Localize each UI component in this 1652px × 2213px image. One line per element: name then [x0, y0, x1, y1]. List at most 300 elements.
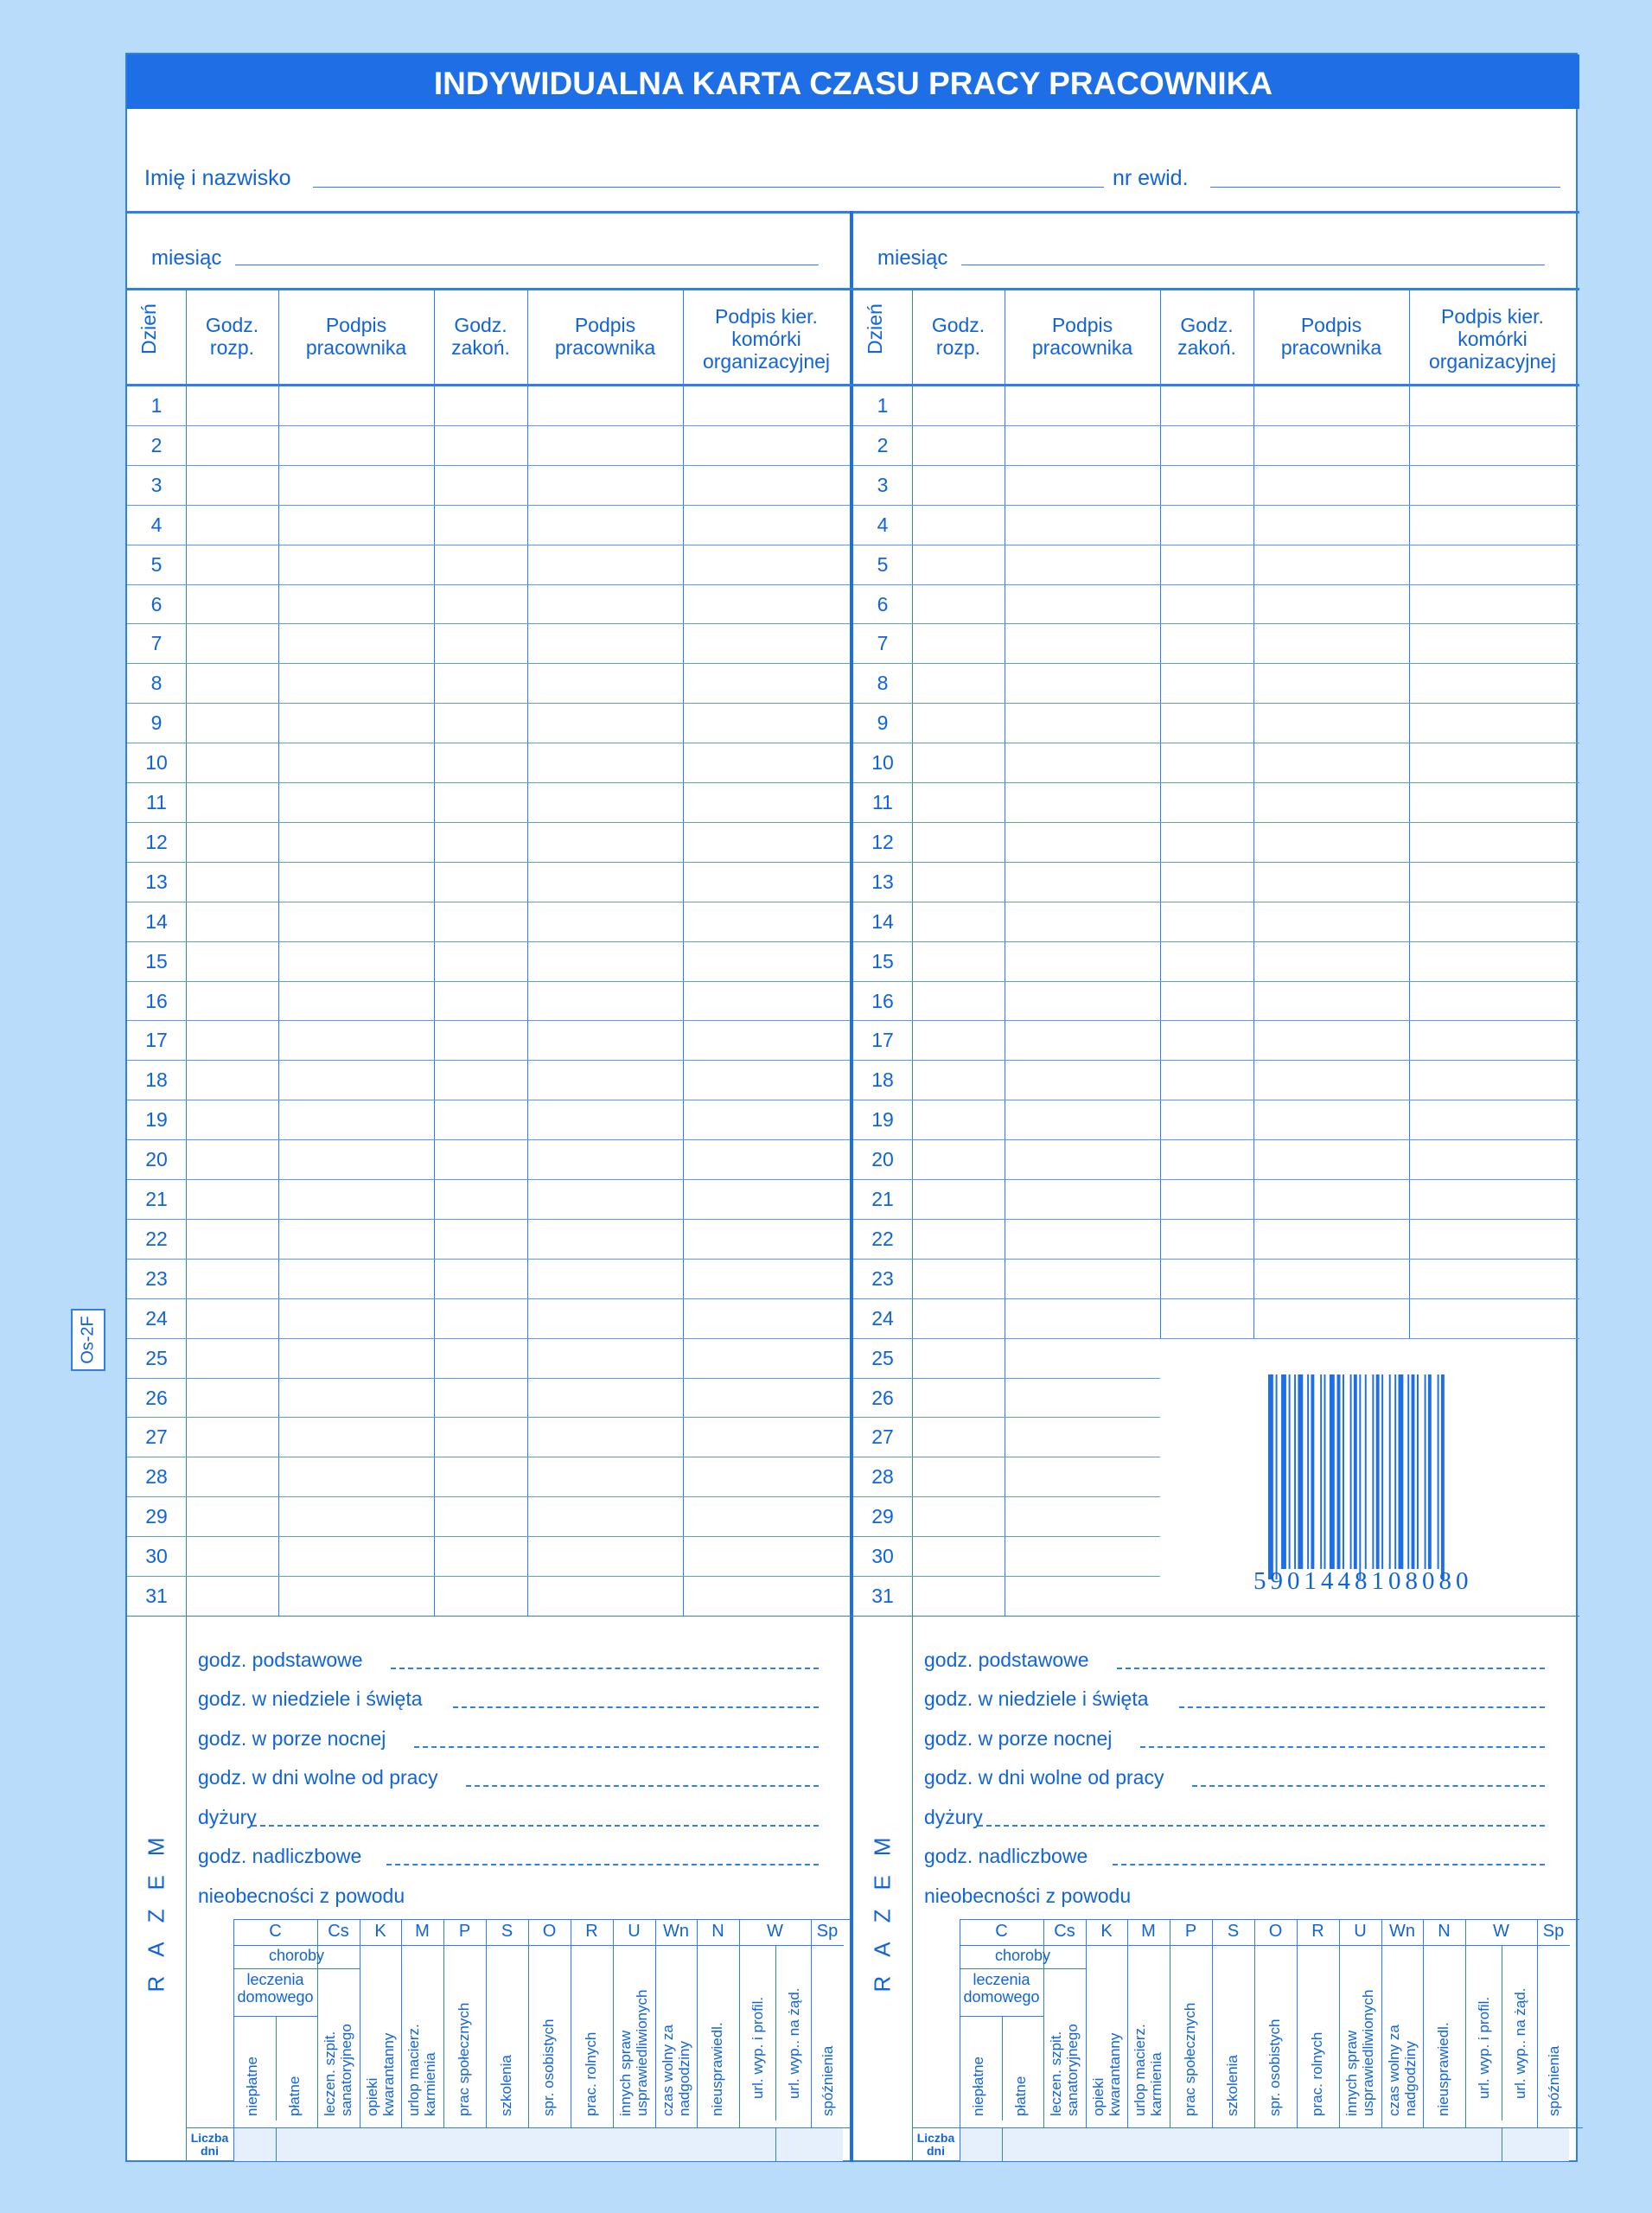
entry-cell[interactable]	[280, 1300, 432, 1336]
entry-cell[interactable]	[280, 1340, 432, 1376]
entry-cell[interactable]	[280, 427, 432, 463]
entry-cell[interactable]	[280, 507, 432, 543]
entry-cell[interactable]	[529, 507, 681, 543]
entry-cell[interactable]	[685, 427, 848, 463]
entry-cell[interactable]	[914, 665, 1003, 701]
entry-cell[interactable]	[1255, 864, 1407, 900]
entry-cell[interactable]	[188, 586, 277, 622]
entry-cell[interactable]	[1006, 784, 1158, 820]
entry-cell[interactable]	[1006, 864, 1158, 900]
entry-cell[interactable]	[1255, 1260, 1407, 1297]
entry-cell[interactable]	[280, 1022, 432, 1058]
entry-cell[interactable]	[529, 1141, 681, 1177]
entry-cell[interactable]	[436, 1181, 526, 1217]
entry-cell[interactable]	[280, 586, 432, 622]
entry-cell[interactable]	[436, 1022, 526, 1058]
entry-cell[interactable]	[436, 1538, 526, 1574]
entry-cell[interactable]	[685, 1101, 848, 1138]
entry-cell[interactable]	[436, 943, 526, 979]
entry-cell[interactable]	[685, 387, 848, 424]
entry-cell[interactable]	[529, 665, 681, 701]
entry-cell[interactable]	[436, 1141, 526, 1177]
entry-cell[interactable]	[914, 1181, 1003, 1217]
entry-cell[interactable]	[188, 1101, 277, 1138]
entry-cell[interactable]	[1006, 1340, 1158, 1376]
summary-field[interactable]	[386, 1864, 819, 1865]
entry-cell[interactable]	[1006, 427, 1158, 463]
entry-cell[interactable]	[1162, 983, 1252, 1019]
liczba-dni-row[interactable]	[234, 2128, 843, 2161]
entry-cell[interactable]	[1255, 1062, 1407, 1098]
entry-cell[interactable]	[1411, 705, 1574, 741]
entry-cell[interactable]	[685, 1419, 848, 1455]
entry-cell[interactable]	[1255, 625, 1407, 661]
entry-cell[interactable]	[1006, 943, 1158, 979]
entry-cell[interactable]	[1162, 546, 1252, 583]
entry-cell[interactable]	[436, 784, 526, 820]
entry-cell[interactable]	[188, 784, 277, 820]
entry-cell[interactable]	[1411, 387, 1574, 424]
entry-cell[interactable]	[529, 1181, 681, 1217]
entry-cell[interactable]	[529, 586, 681, 622]
entry-cell[interactable]	[436, 427, 526, 463]
entry-cell[interactable]	[1162, 665, 1252, 701]
entry-cell[interactable]	[280, 983, 432, 1019]
entry-cell[interactable]	[685, 824, 848, 860]
entry-cell[interactable]	[436, 665, 526, 701]
entry-cell[interactable]	[188, 1181, 277, 1217]
entry-cell[interactable]	[914, 744, 1003, 781]
month-field[interactable]	[235, 262, 819, 267]
entry-cell[interactable]	[685, 1141, 848, 1177]
entry-cell[interactable]	[914, 864, 1003, 900]
entry-cell[interactable]	[1162, 1300, 1252, 1336]
entry-cell[interactable]	[188, 903, 277, 940]
entry-cell[interactable]	[188, 1260, 277, 1297]
entry-cell[interactable]	[685, 1458, 848, 1495]
entry-cell[interactable]	[529, 1380, 681, 1416]
entry-cell[interactable]	[1006, 1260, 1158, 1297]
entry-cell[interactable]	[1411, 983, 1574, 1019]
entry-cell[interactable]	[1411, 744, 1574, 781]
entry-cell[interactable]	[280, 1380, 432, 1416]
entry-cell[interactable]	[529, 1221, 681, 1257]
entry-cell[interactable]	[188, 1221, 277, 1257]
entry-cell[interactable]	[436, 1380, 526, 1416]
entry-cell[interactable]	[188, 1141, 277, 1177]
entry-cell[interactable]	[188, 983, 277, 1019]
entry-cell[interactable]	[529, 983, 681, 1019]
entry-cell[interactable]	[188, 1419, 277, 1455]
entry-cell[interactable]	[1255, 467, 1407, 503]
entry-cell[interactable]	[529, 1419, 681, 1455]
entry-cell[interactable]	[1162, 625, 1252, 661]
entry-cell[interactable]	[529, 1458, 681, 1495]
entry-cell[interactable]	[914, 1538, 1003, 1574]
entry-cell[interactable]	[280, 1141, 432, 1177]
entry-cell[interactable]	[188, 1300, 277, 1336]
entry-cell[interactable]	[914, 1458, 1003, 1495]
entry-cell[interactable]	[1411, 1300, 1574, 1336]
entry-cell[interactable]	[1255, 665, 1407, 701]
entry-cell[interactable]	[685, 744, 848, 781]
entry-cell[interactable]	[188, 1458, 277, 1495]
entry-cell[interactable]	[1411, 864, 1574, 900]
entry-cell[interactable]	[529, 467, 681, 503]
entry-cell[interactable]	[914, 1498, 1003, 1534]
entry-cell[interactable]	[188, 1538, 277, 1574]
entry-cell[interactable]	[529, 784, 681, 820]
entry-cell[interactable]	[914, 784, 1003, 820]
entry-cell[interactable]	[1162, 705, 1252, 741]
entry-cell[interactable]	[436, 625, 526, 661]
entry-cell[interactable]	[685, 1498, 848, 1534]
entry-cell[interactable]	[280, 1221, 432, 1257]
entry-cell[interactable]	[1255, 824, 1407, 860]
entry-cell[interactable]	[1162, 824, 1252, 860]
entry-cell[interactable]	[1006, 824, 1158, 860]
entry-cell[interactable]	[1162, 744, 1252, 781]
entry-cell[interactable]	[188, 1340, 277, 1376]
liczba-dni-row[interactable]	[960, 2128, 1569, 2161]
entry-cell[interactable]	[1006, 387, 1158, 424]
entry-cell[interactable]	[1411, 1101, 1574, 1138]
entry-cell[interactable]	[1162, 1062, 1252, 1098]
entry-cell[interactable]	[914, 467, 1003, 503]
entry-cell[interactable]	[436, 507, 526, 543]
entry-cell[interactable]	[685, 864, 848, 900]
entry-cell[interactable]	[1162, 784, 1252, 820]
entry-cell[interactable]	[529, 1498, 681, 1534]
entry-cell[interactable]	[188, 427, 277, 463]
entry-cell[interactable]	[914, 824, 1003, 860]
entry-cell[interactable]	[1255, 1221, 1407, 1257]
summary-field[interactable]	[414, 1746, 819, 1748]
entry-cell[interactable]	[188, 546, 277, 583]
entry-cell[interactable]	[436, 1101, 526, 1138]
entry-cell[interactable]	[529, 864, 681, 900]
entry-cell[interactable]	[914, 507, 1003, 543]
entry-cell[interactable]	[1255, 784, 1407, 820]
entry-cell[interactable]	[188, 1380, 277, 1416]
entry-cell[interactable]	[280, 864, 432, 900]
entry-cell[interactable]	[1411, 1062, 1574, 1098]
entry-cell[interactable]	[1411, 1022, 1574, 1058]
entry-cell[interactable]	[914, 546, 1003, 583]
entry-cell[interactable]	[1006, 1181, 1158, 1217]
entry-cell[interactable]	[529, 1300, 681, 1336]
entry-cell[interactable]	[280, 1181, 432, 1217]
entry-cell[interactable]	[685, 705, 848, 741]
entry-cell[interactable]	[685, 1538, 848, 1574]
summary-field[interactable]	[1192, 1785, 1545, 1787]
entry-cell[interactable]	[188, 387, 277, 424]
entry-cell[interactable]	[1162, 1101, 1252, 1138]
entry-cell[interactable]	[436, 586, 526, 622]
entry-cell[interactable]	[1255, 586, 1407, 622]
entry-cell[interactable]	[914, 387, 1003, 424]
entry-cell[interactable]	[436, 705, 526, 741]
entry-cell[interactable]	[280, 903, 432, 940]
entry-cell[interactable]	[914, 1141, 1003, 1177]
summary-field[interactable]	[1179, 1706, 1545, 1708]
entry-cell[interactable]	[914, 427, 1003, 463]
entry-cell[interactable]	[529, 1260, 681, 1297]
entry-cell[interactable]	[1162, 864, 1252, 900]
entry-cell[interactable]	[914, 1062, 1003, 1098]
entry-cell[interactable]	[188, 744, 277, 781]
entry-cell[interactable]	[280, 1498, 432, 1534]
entry-cell[interactable]	[685, 943, 848, 979]
entry-cell[interactable]	[436, 546, 526, 583]
summary-field[interactable]	[252, 1825, 819, 1827]
entry-cell[interactable]	[436, 1260, 526, 1297]
entry-cell[interactable]	[436, 1419, 526, 1455]
entry-cell[interactable]	[436, 1498, 526, 1534]
entry-cell[interactable]	[436, 1221, 526, 1257]
entry-cell[interactable]	[188, 467, 277, 503]
entry-cell[interactable]	[914, 705, 1003, 741]
entry-cell[interactable]	[1255, 983, 1407, 1019]
entry-cell[interactable]	[188, 705, 277, 741]
entry-cell[interactable]	[1006, 903, 1158, 940]
entry-cell[interactable]	[280, 1101, 432, 1138]
entry-cell[interactable]	[436, 744, 526, 781]
entry-cell[interactable]	[1006, 1022, 1158, 1058]
entry-cell[interactable]	[914, 1221, 1003, 1257]
entry-cell[interactable]	[685, 983, 848, 1019]
summary-field[interactable]	[391, 1668, 819, 1669]
summary-field[interactable]	[453, 1706, 819, 1708]
entry-cell[interactable]	[280, 705, 432, 741]
entry-cell[interactable]	[1006, 665, 1158, 701]
entry-cell[interactable]	[529, 943, 681, 979]
entry-cell[interactable]	[280, 625, 432, 661]
summary-field[interactable]	[1140, 1746, 1545, 1748]
entry-cell[interactable]	[280, 546, 432, 583]
entry-cell[interactable]	[685, 784, 848, 820]
entry-cell[interactable]	[280, 1062, 432, 1098]
entry-cell[interactable]	[914, 1300, 1003, 1336]
summary-field[interactable]	[1113, 1864, 1545, 1865]
entry-cell[interactable]	[1006, 1141, 1158, 1177]
entry-cell[interactable]	[1411, 1260, 1574, 1297]
entry-cell[interactable]	[529, 1578, 681, 1614]
entry-cell[interactable]	[1006, 586, 1158, 622]
month-field[interactable]	[961, 262, 1545, 267]
entry-cell[interactable]	[1162, 1022, 1252, 1058]
entry-cell[interactable]	[188, 1578, 277, 1614]
entry-cell[interactable]	[529, 824, 681, 860]
entry-cell[interactable]	[529, 1022, 681, 1058]
entry-cell[interactable]	[436, 1578, 526, 1614]
entry-cell[interactable]	[1255, 1181, 1407, 1217]
entry-cell[interactable]	[529, 546, 681, 583]
entry-cell[interactable]	[1411, 943, 1574, 979]
entry-cell[interactable]	[685, 665, 848, 701]
entry-cell[interactable]	[1411, 1141, 1574, 1177]
entry-cell[interactable]	[1162, 427, 1252, 463]
entry-cell[interactable]	[914, 1578, 1003, 1614]
entry-cell[interactable]	[529, 1101, 681, 1138]
entry-cell[interactable]	[1162, 507, 1252, 543]
entry-cell[interactable]	[685, 1260, 848, 1297]
entry-cell[interactable]	[529, 625, 681, 661]
entry-cell[interactable]	[188, 507, 277, 543]
entry-cell[interactable]	[1162, 903, 1252, 940]
entry-cell[interactable]	[914, 586, 1003, 622]
entry-cell[interactable]	[914, 1022, 1003, 1058]
entry-cell[interactable]	[188, 1062, 277, 1098]
entry-cell[interactable]	[1255, 744, 1407, 781]
entry-cell[interactable]	[1255, 507, 1407, 543]
entry-cell[interactable]	[1006, 1578, 1158, 1614]
entry-cell[interactable]	[529, 705, 681, 741]
entry-cell[interactable]	[1255, 546, 1407, 583]
entry-cell[interactable]	[436, 983, 526, 1019]
entry-cell[interactable]	[1006, 1458, 1158, 1495]
entry-cell[interactable]	[529, 387, 681, 424]
entry-cell[interactable]	[914, 903, 1003, 940]
entry-cell[interactable]	[1006, 1380, 1158, 1416]
entry-cell[interactable]	[1162, 943, 1252, 979]
entry-cell[interactable]	[1006, 705, 1158, 741]
entry-cell[interactable]	[1411, 784, 1574, 820]
entry-cell[interactable]	[529, 1340, 681, 1376]
entry-cell[interactable]	[1006, 1101, 1158, 1138]
entry-cell[interactable]	[1006, 1300, 1158, 1336]
entry-cell[interactable]	[1006, 1419, 1158, 1455]
entry-cell[interactable]	[529, 903, 681, 940]
entry-cell[interactable]	[1006, 546, 1158, 583]
entry-cell[interactable]	[685, 1340, 848, 1376]
entry-cell[interactable]	[685, 546, 848, 583]
id-field[interactable]	[1210, 187, 1560, 188]
entry-cell[interactable]	[188, 943, 277, 979]
entry-cell[interactable]	[1162, 1221, 1252, 1257]
entry-cell[interactable]	[1411, 507, 1574, 543]
entry-cell[interactable]	[914, 625, 1003, 661]
entry-cell[interactable]	[1006, 507, 1158, 543]
entry-cell[interactable]	[685, 1062, 848, 1098]
entry-cell[interactable]	[1411, 467, 1574, 503]
entry-cell[interactable]	[529, 744, 681, 781]
entry-cell[interactable]	[1411, 1181, 1574, 1217]
entry-cell[interactable]	[1411, 1221, 1574, 1257]
entry-cell[interactable]	[685, 1022, 848, 1058]
entry-cell[interactable]	[1255, 903, 1407, 940]
entry-cell[interactable]	[280, 467, 432, 503]
entry-cell[interactable]	[1255, 1101, 1407, 1138]
entry-cell[interactable]	[1006, 625, 1158, 661]
entry-cell[interactable]	[280, 665, 432, 701]
entry-cell[interactable]	[529, 1062, 681, 1098]
entry-cell[interactable]	[280, 1419, 432, 1455]
entry-cell[interactable]	[914, 943, 1003, 979]
entry-cell[interactable]	[685, 586, 848, 622]
entry-cell[interactable]	[280, 1458, 432, 1495]
entry-cell[interactable]	[1162, 387, 1252, 424]
entry-cell[interactable]	[1255, 427, 1407, 463]
name-field[interactable]	[313, 187, 1104, 188]
entry-cell[interactable]	[1006, 983, 1158, 1019]
entry-cell[interactable]	[188, 625, 277, 661]
entry-cell[interactable]	[188, 1022, 277, 1058]
entry-cell[interactable]	[280, 1578, 432, 1614]
entry-cell[interactable]	[1411, 625, 1574, 661]
entry-cell[interactable]	[529, 427, 681, 463]
entry-cell[interactable]	[914, 1419, 1003, 1455]
entry-cell[interactable]	[685, 1578, 848, 1614]
entry-cell[interactable]	[188, 824, 277, 860]
entry-cell[interactable]	[1006, 467, 1158, 503]
entry-cell[interactable]	[1411, 824, 1574, 860]
entry-cell[interactable]	[436, 1300, 526, 1336]
entry-cell[interactable]	[685, 625, 848, 661]
entry-cell[interactable]	[1162, 1260, 1252, 1297]
entry-cell[interactable]	[914, 1340, 1003, 1376]
entry-cell[interactable]	[436, 1062, 526, 1098]
entry-cell[interactable]	[1411, 903, 1574, 940]
entry-cell[interactable]	[1006, 1498, 1158, 1534]
entry-cell[interactable]	[1162, 467, 1252, 503]
entry-cell[interactable]	[1255, 1300, 1407, 1336]
entry-cell[interactable]	[280, 943, 432, 979]
entry-cell[interactable]	[685, 1181, 848, 1217]
entry-cell[interactable]	[436, 1340, 526, 1376]
entry-cell[interactable]	[280, 824, 432, 860]
entry-cell[interactable]	[1255, 705, 1407, 741]
entry-cell[interactable]	[1162, 1141, 1252, 1177]
entry-cell[interactable]	[914, 1380, 1003, 1416]
entry-cell[interactable]	[529, 1538, 681, 1574]
entry-cell[interactable]	[1411, 665, 1574, 701]
entry-cell[interactable]	[1411, 427, 1574, 463]
summary-field[interactable]	[978, 1825, 1545, 1827]
summary-field[interactable]	[466, 1785, 819, 1787]
entry-cell[interactable]	[1255, 943, 1407, 979]
entry-cell[interactable]	[1162, 1181, 1252, 1217]
entry-cell[interactable]	[1255, 387, 1407, 424]
entry-cell[interactable]	[188, 1498, 277, 1534]
entry-cell[interactable]	[685, 467, 848, 503]
entry-cell[interactable]	[436, 864, 526, 900]
entry-cell[interactable]	[1411, 586, 1574, 622]
entry-cell[interactable]	[280, 784, 432, 820]
entry-cell[interactable]	[436, 1458, 526, 1495]
entry-cell[interactable]	[280, 744, 432, 781]
entry-cell[interactable]	[280, 387, 432, 424]
entry-cell[interactable]	[1255, 1022, 1407, 1058]
entry-cell[interactable]	[685, 1300, 848, 1336]
entry-cell[interactable]	[914, 1260, 1003, 1297]
summary-field[interactable]	[1117, 1668, 1545, 1669]
entry-cell[interactable]	[280, 1538, 432, 1574]
entry-cell[interactable]	[280, 1260, 432, 1297]
entry-cell[interactable]	[1411, 546, 1574, 583]
entry-cell[interactable]	[685, 1221, 848, 1257]
entry-cell[interactable]	[436, 824, 526, 860]
entry-cell[interactable]	[188, 864, 277, 900]
entry-cell[interactable]	[685, 903, 848, 940]
entry-cell[interactable]	[1006, 1221, 1158, 1257]
entry-cell[interactable]	[436, 387, 526, 424]
entry-cell[interactable]	[685, 507, 848, 543]
entry-cell[interactable]	[1162, 586, 1252, 622]
entry-cell[interactable]	[1006, 744, 1158, 781]
entry-cell[interactable]	[685, 1380, 848, 1416]
entry-cell[interactable]	[436, 903, 526, 940]
